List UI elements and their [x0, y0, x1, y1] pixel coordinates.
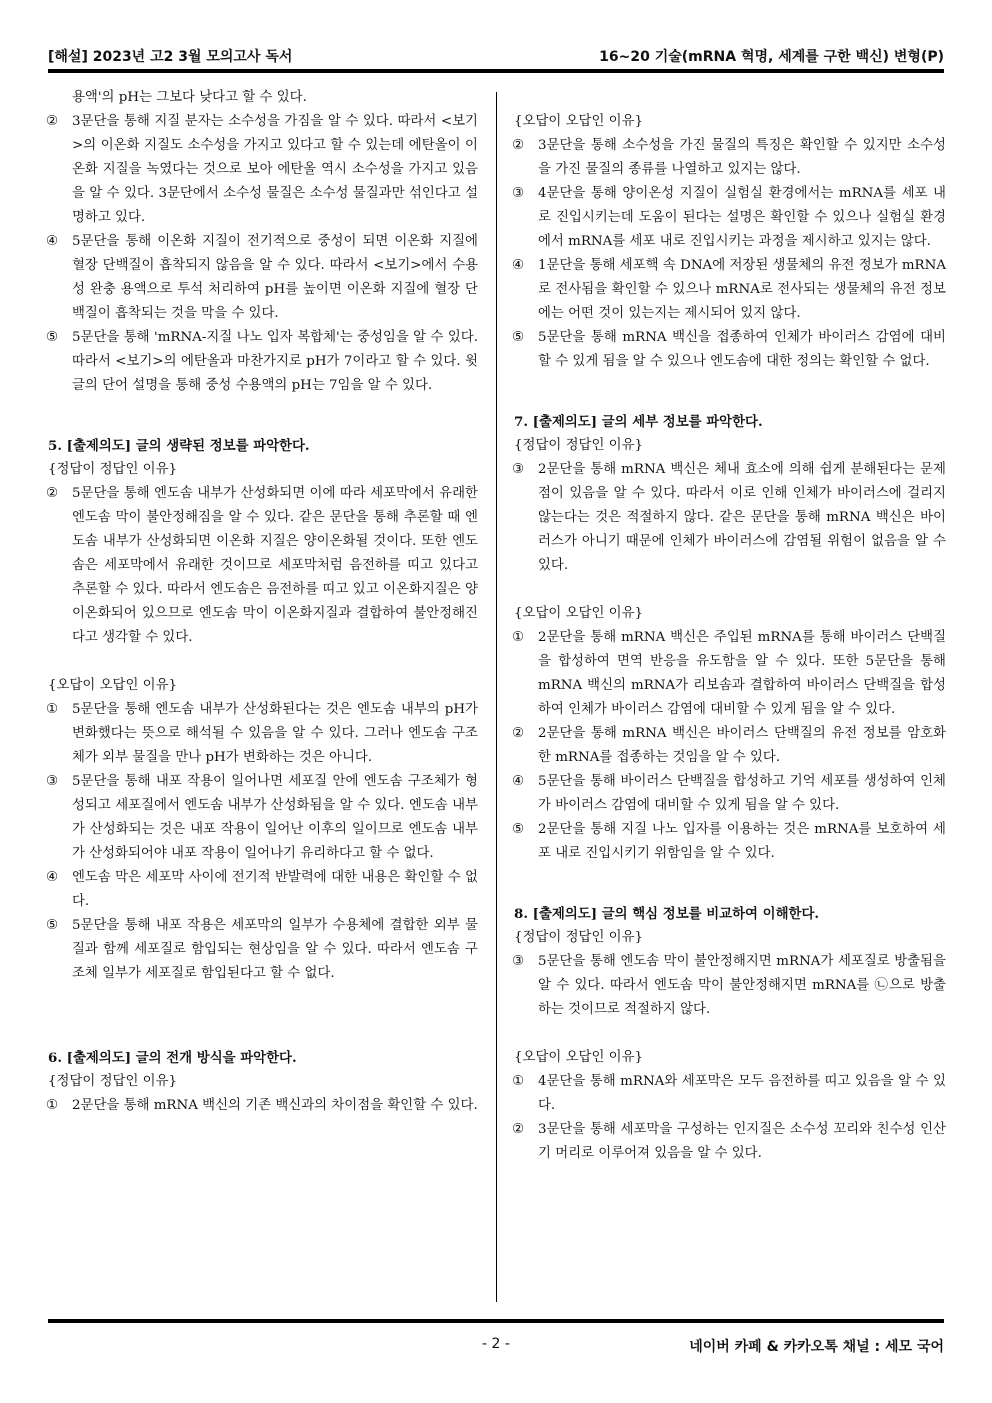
item-number: ④: [46, 234, 59, 249]
answer-item: [512, 770, 946, 818]
question-title: 6. [출제의도] 글의 전개 방식을 파악한다.: [48, 1050, 297, 1066]
correct-reason-label: {정답이 정답인 이유}: [514, 438, 644, 453]
item-number: ④: [512, 258, 525, 273]
answer-item: [46, 482, 478, 650]
intro-text: 용액'의 pH는 그보다 낮다고 할 수 있다.: [72, 90, 307, 105]
item-number: ①: [46, 702, 59, 717]
item-text: 5문단을 통해 내포 작용이 일어나면 세포질 안에 엔도솜 구조체가 형성되고 세포질에서 엔도솜 내부가 산성화됨을 알 수 있다. 엔도솜 내부가 산성화되는 것은 내포 작용이 일어난 이후의 일이므로 엔도솜 내부가 산성화되어야 내포 작용이 일어나기 유리하다고 할 수 없다.: [72, 774, 478, 861]
question-7-section: [512, 410, 946, 866]
answer-item: [512, 182, 946, 254]
item-number: ④: [46, 870, 59, 885]
answer-item: [46, 110, 478, 230]
wrong-reason-label: {오답이 오답인 이유}: [514, 606, 644, 621]
item-text: 5문단을 통해 mRNA 백신을 접종하여 인체가 바이러스 감염에 대비할 수 있게 됨을 알 수 있으나 엔도솜에 대한 정의는 확인할 수 없다.: [538, 330, 946, 369]
question-8-section: [512, 902, 946, 1166]
item-number: ③: [512, 954, 525, 969]
right-column: [512, 86, 946, 1166]
answer-item: [512, 818, 946, 866]
correct-reason-label: {정답이 정답인 이유}: [48, 462, 178, 477]
answer-item: [46, 770, 478, 866]
item-number: ①: [512, 1074, 525, 1089]
answer-item: [512, 950, 946, 1022]
question-title: 7. [출제의도] 글의 세부 정보를 파악한다.: [514, 414, 763, 430]
item-text: 5문단을 통해 'mRNA-지질 나노 입자 복합체'는 중성임을 알 수 있다. 따라서 <보기>의 에탄올과 마찬가지로 pH가 7이라고 할 수 있다. 윗글의 단어 설명을 통해 중성 수용액의 pH는 7임을 알 수 있다.: [72, 330, 478, 393]
answer-item: [46, 698, 478, 770]
header-right: 16~20 기술(mRNA 혁명, 세계를 구한 백신) 변형(P): [599, 49, 944, 65]
item-text: 2문단을 통해 mRNA 백신은 주입된 mRNA를 통해 바이러스 단백질을 합성하여 면역 반응을 유도함을 알 수 있다. 또한 5문단을 통해 mRNA 백신의 mRNA가 리보솜과 결합하여 바이러스 단백질을 합성하여 인체가 바이러스 감염에 대비할 수 있게 됨을 알 수 있다.: [538, 630, 946, 717]
answer-item: [512, 1118, 946, 1166]
answer-item: [46, 1094, 478, 1118]
item-number: ②: [512, 1122, 525, 1137]
answer-item: [46, 914, 478, 986]
item-number: ②: [46, 114, 59, 129]
item-text: 2문단을 통해 mRNA 백신의 기존 백신과의 차이점을 확인할 수 있다.: [72, 1098, 478, 1113]
item-number: ③: [512, 186, 525, 201]
answer-item: [512, 626, 946, 722]
item-number: ⑤: [512, 330, 525, 345]
wrong-reason-label: {오답이 오답인 이유}: [48, 678, 178, 693]
item-text: 2문단을 통해 mRNA 백신은 체내 효소에 의해 쉽게 분해된다는 문제점이 있음을 알 수 있다. 따라서 이로 인해 인체가 바이러스에 걸리지 않는다는 것은 적절하지 않다. 같은 문단을 통해 mRNA 백신은 바이러스가 아니기 때문에 인체가 바이러스에 감염될 위험이 없음을 알 수 있다.: [538, 462, 946, 573]
question-6-section: [46, 1046, 478, 1118]
wrong-reason-label: {오답이 오답인 이유}: [514, 1050, 644, 1065]
answer-item: [46, 326, 478, 398]
answer-item: [512, 722, 946, 770]
item-text: 엔도솜 막은 세포막 사이에 전기적 반발력에 대한 내용은 확인할 수 없다.: [72, 870, 478, 909]
footer-rule: [48, 1319, 944, 1323]
item-number: ②: [512, 726, 525, 741]
item-text: 3문단을 통해 지질 분자는 소수성을 가짐을 알 수 있다. 따라서 <보기>의 이온화 지질도 소수성을 가지고 있다고 할 수 있는데 에탄올이 이온화 지질을 녹였다는 것으로 보아 에탄올 역시 소수성을 가지고 있음을 알 수 있다. 3문단에서 소수성 물질은 소수성 물질과만 섞인다고 설명하고 있다.: [72, 114, 478, 225]
item-number: ③: [46, 774, 59, 789]
footer-channel: 네이버 카페 & 카카오톡 채널 : 세모 국어: [689, 1339, 944, 1355]
item-number: ①: [46, 1098, 59, 1113]
correct-reason-label: {정답이 정답인 이유}: [514, 930, 644, 945]
left-column: [46, 86, 478, 1118]
item-text: 5문단을 통해 이온화 지질이 전기적으로 중성이 되면 이온화 지질에 혈장 단백질이 흡착되지 않음을 알 수 있다. 따라서 <보기>에서 수용성 완충 용액으로 투석 처리하여 pH를 높이면 이온화 지질에 혈장 단백질이 흡착되는 것을 막을 수 있다.: [72, 234, 478, 321]
question-5-section: [46, 434, 478, 986]
question-title: 8. [출제의도] 글의 핵심 정보를 비교하여 이해한다.: [514, 906, 820, 922]
item-number: ①: [512, 630, 525, 645]
correct-reason-label: {정답이 정답인 이유}: [48, 1074, 178, 1089]
q4-remaining-items: [46, 110, 478, 398]
page-header: [48, 40, 944, 68]
item-text: 1문단을 통해 세포핵 속 DNA에 저장된 생물체의 유전 정보가 mRNA로 전사됨을 확인할 수 있으나 mRNA로 전사되는 생물체의 유전 정보에는 어떤 것이 있는지는 제시되어 있지 않다.: [538, 258, 946, 321]
item-text: 4문단을 통해 mRNA와 세포막은 모두 음전하를 띠고 있음을 알 수 있다.: [538, 1074, 946, 1113]
item-text: 5문단을 통해 엔도솜 막이 불안정해지면 mRNA가 세포질로 방출됨을 알 수 있다. 따라서 엔도솜 막이 불안정해지면 mRNA를 ㉡으로 방출하는 것이므로 적절하지 않다.: [538, 954, 946, 1017]
page-number: - 2 -: [482, 1336, 510, 1352]
question-title: 5. [출제의도] 글의 생략된 정보를 파악한다.: [48, 438, 310, 454]
item-text: 2문단을 통해 지질 나노 입자를 이용하는 것은 mRNA를 보호하여 세포 내로 진입시키기 위함임을 알 수 있다.: [538, 822, 946, 861]
item-number: ⑤: [46, 918, 59, 933]
answer-item: [512, 1070, 946, 1118]
item-number: ②: [46, 486, 59, 501]
item-text: 5문단을 통해 바이러스 단백질을 합성하고 기억 세포를 생성하여 인체가 바이러스 감염에 대비할 수 있게 됨을 알 수 있다.: [538, 774, 946, 813]
wrong-reason-label: {오답이 오답인 이유}: [514, 114, 644, 129]
item-number: ④: [512, 774, 525, 789]
header-left: [해설] 2023년 고2 3월 모의고사 독서: [48, 49, 293, 65]
item-number: ②: [512, 138, 525, 153]
item-number: ③: [512, 462, 525, 477]
answer-item: [512, 326, 946, 374]
item-text: 3문단을 통해 세포막을 구성하는 인지질은 소수성 꼬리와 친수성 인산기 머리로 이루어져 있음을 알 수 있다.: [538, 1122, 946, 1161]
item-number: ⑤: [512, 822, 525, 837]
answer-item: [46, 230, 478, 326]
item-text: 2문단을 통해 mRNA 백신은 바이러스 단백질의 유전 정보를 암호화한 mRNA를 접종하는 것임을 알 수 있다.: [538, 726, 946, 765]
header-rule: [48, 69, 944, 73]
item-text: 3문단을 통해 소수성을 가진 물질의 특징은 확인할 수 있지만 소수성을 가진 물질의 종류를 나열하고 있지는 않다.: [538, 138, 946, 177]
item-number: ⑤: [46, 330, 59, 345]
answer-item: [512, 254, 946, 326]
answer-item: [46, 866, 478, 914]
item-text: 5문단을 통해 내포 작용은 세포막의 일부가 수용체에 결합한 외부 물질과 함께 세포질로 함입되는 현상임을 알 수 있다. 따라서 엔도솜 구조체 일부가 세포질로 함입된다고 할 수 없다.: [72, 918, 478, 981]
column-divider: [496, 92, 497, 1302]
item-text: 4문단을 통해 양이온성 지질이 실험실 환경에서는 mRNA를 세포 내로 진입시키는데 도움이 된다는 설명은 확인할 수 있으나 실험실 환경에서 mRNA를 세포 내로 진입시키는 과정을 제시하고 있지는 않다.: [538, 186, 946, 249]
item-text: 5문단을 통해 엔도솜 내부가 산성화된다는 것은 엔도솜 내부의 pH가 변화했다는 뜻으로 해석될 수 있음을 알 수 있다. 그러나 엔도솜 구조체가 외부 물질을 만나 pH가 변화하는 것은 아니다.: [72, 702, 478, 765]
item-text: 5문단을 통해 엔도솜 내부가 산성화되면 이에 따라 세포막에서 유래한 엔도솜 막이 불안정해짐을 알 수 있다. 같은 문단을 통해 추론할 때 엔도솜 내부가 산성화되면 이온화 지질은 양이온화될 것이다. 또한 엔도솜은 세포막에서 유래한 것이므로 세포막처럼 음전하를 띠고 있다고 추론할 수 있다. 따라서 엔도솜은 음전하를 띠고 있고 이온화지질은 양이온화되어 있으므로 엔도솜 막이 이온화지질과 결합하여 불안정해진다고 생각할 수 있다.: [72, 486, 478, 645]
answer-item: [512, 134, 946, 182]
answer-item: [512, 458, 946, 578]
